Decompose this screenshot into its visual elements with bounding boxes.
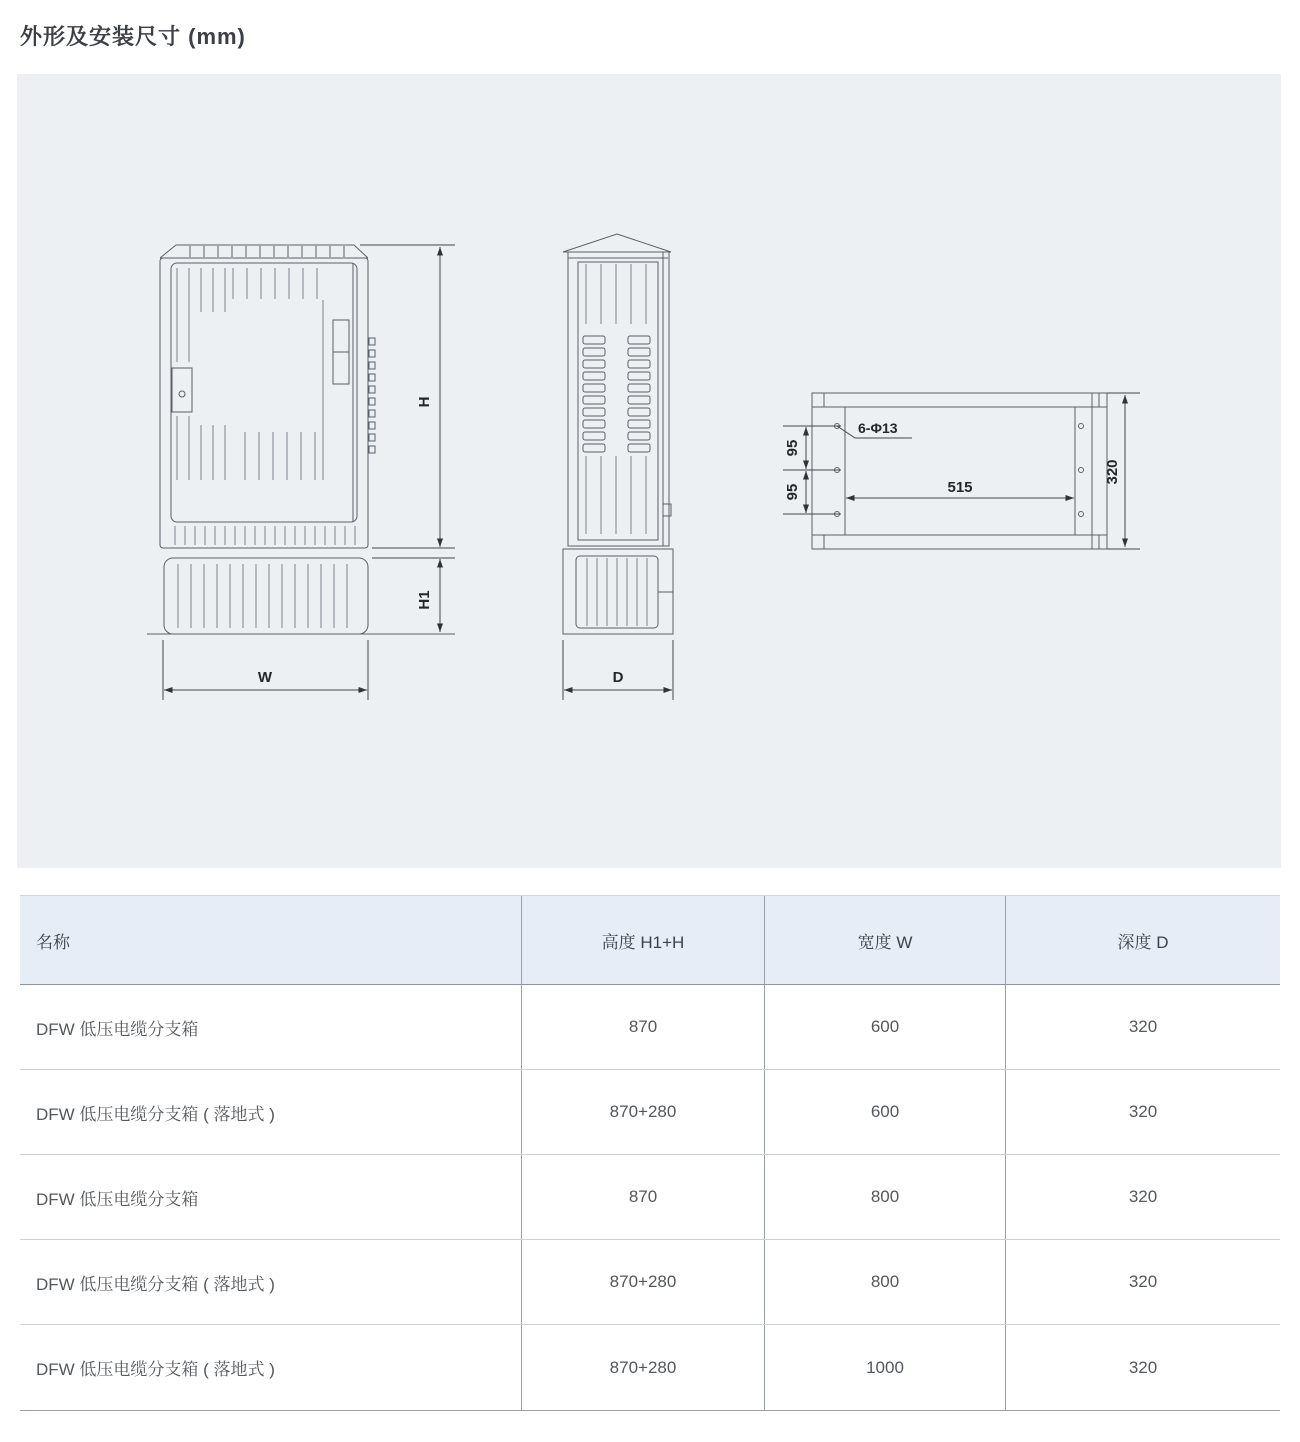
side-ribs (586, 264, 647, 626)
cell-height: 870+280 (522, 1240, 765, 1324)
door-lock-icon (172, 368, 192, 412)
top-mounting-view (812, 393, 1107, 549)
dim-label-d: D (612, 669, 624, 686)
cell-depth: 320 (1128, 1102, 1158, 1121)
cell-name: DFW 低压电缆分支箱 ( 落地式 ) (20, 1325, 522, 1410)
front-ribs (175, 268, 355, 628)
table-row (20, 1155, 1280, 1240)
dimensions-table (20, 895, 1280, 1411)
dimension-labels (258, 397, 1121, 686)
cell-name: DFW 低压电缆分支箱 ( 落地式 ) (20, 1240, 522, 1324)
cell-name: DFW 低压电缆分支箱 (20, 1155, 522, 1239)
table-row (20, 1325, 1280, 1410)
col-header-width: 宽度 W (765, 896, 1006, 984)
dim-label-w: W (257, 669, 273, 686)
louver-vents (583, 336, 650, 452)
dim-label-pitch-b: 95 (784, 483, 801, 501)
dim-label-depth: 320 (1104, 459, 1121, 485)
cell-name: DFW 低压电缆分支箱 ( 落地式 ) (20, 1070, 522, 1154)
hinge-tabs (369, 338, 375, 453)
mounting-holes (835, 424, 1084, 517)
col-header-height: 高度 H1+H (522, 896, 765, 984)
drawing-panel (17, 74, 1281, 868)
cell-width: 600 (765, 985, 1006, 1069)
dim-label-h: H (416, 396, 433, 408)
front-view (147, 245, 455, 634)
page-title: 外形及安装尺寸 (mm) (20, 24, 246, 49)
dim-label-hole-spec: 6-Φ13 (858, 420, 898, 436)
dimension-lines (163, 245, 1140, 700)
cell-name: DFW 低压电缆分支箱 (20, 985, 522, 1069)
table-header-row (20, 896, 1280, 985)
cell-depth: 320 (1128, 1357, 1158, 1377)
col-header-depth: 深度 D (1117, 932, 1169, 952)
dim-label-span: 515 (947, 479, 973, 496)
cell-width: 800 (765, 1155, 1006, 1239)
cell-height: 870+280 (522, 1070, 765, 1154)
col-header-name: 名称 (20, 896, 522, 984)
dim-label-pitch-a: 95 (784, 439, 801, 457)
cell-depth: 320 (1128, 1017, 1158, 1036)
cell-height: 870 (522, 985, 765, 1069)
table-row (20, 1240, 1280, 1325)
table-row (20, 985, 1280, 1070)
cell-depth: 320 (1128, 1187, 1158, 1206)
table-row (20, 1070, 1280, 1155)
cell-depth: 320 (1128, 1272, 1158, 1291)
cell-width: 800 (765, 1240, 1006, 1324)
cell-height: 870+280 (522, 1325, 765, 1410)
technical-drawing (17, 74, 1281, 868)
cell-height: 870 (522, 1155, 765, 1239)
side-view (563, 234, 673, 634)
dim-label-h1: H1 (416, 590, 433, 610)
cell-width: 1000 (765, 1325, 1006, 1410)
cell-width: 600 (765, 1070, 1006, 1154)
